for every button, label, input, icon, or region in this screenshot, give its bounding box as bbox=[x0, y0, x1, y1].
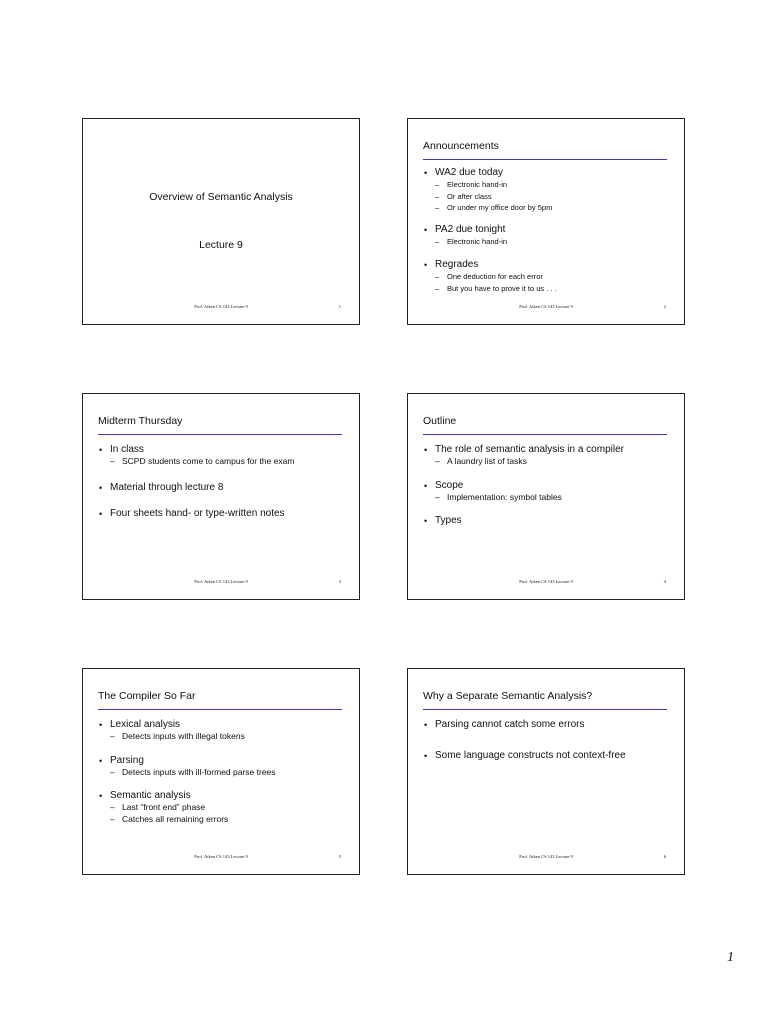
slide-heading: Outline bbox=[423, 415, 457, 427]
bullet-item: • PA2 due tonight bbox=[424, 223, 506, 235]
sub-item: – Electronic hand-in bbox=[435, 236, 508, 246]
footer-credit: Prof. Aiken CS 143 Lecture 9 bbox=[194, 579, 248, 584]
slide-footer bbox=[83, 578, 359, 586]
slide-number: 6 bbox=[663, 854, 666, 859]
footer-credit: Prof. Aiken CS 143 Lecture 9 bbox=[519, 304, 573, 309]
bullet-item: • Lexical analysis bbox=[99, 719, 181, 730]
bullet-item: • Material through lecture 8 bbox=[99, 481, 224, 493]
sub-item: – Detects inputs with illegal tokens bbox=[110, 731, 245, 741]
sub-item: – Or under my office door by 5pm bbox=[435, 203, 553, 212]
slide-number: 3 bbox=[338, 579, 341, 584]
bullet-item: • Four sheets hand- or type-written notes bbox=[99, 507, 285, 519]
bullet-item: • Regrades bbox=[424, 259, 479, 270]
slide-heading: Announcements bbox=[423, 140, 499, 152]
slide-number: 2 bbox=[663, 304, 666, 309]
bullet-item: • Semantic analysis bbox=[99, 790, 191, 801]
slide-footer bbox=[408, 578, 684, 586]
slide-1 bbox=[82, 118, 360, 325]
slide-3 bbox=[82, 393, 360, 600]
sub-item: – Last “front end” phase bbox=[110, 802, 206, 812]
sub-item: – Implementation: symbol tables bbox=[435, 491, 562, 502]
bullet-item: • Types bbox=[424, 515, 462, 526]
slide-heading: The Compiler So Far bbox=[98, 690, 196, 702]
page-number: 1 bbox=[727, 950, 734, 965]
heading-rule bbox=[98, 434, 342, 435]
sub-item: – Electronic hand-in bbox=[435, 180, 508, 189]
slide-footer bbox=[83, 303, 359, 311]
slide-number: 4 bbox=[663, 579, 666, 584]
slide-title: Overview of Semantic Analysis bbox=[149, 191, 293, 203]
sub-item: – Catches all remaining errors bbox=[110, 813, 229, 824]
slide-6 bbox=[407, 668, 685, 875]
slide-content bbox=[423, 444, 672, 527]
heading-rule bbox=[423, 434, 667, 435]
slide-footer bbox=[83, 853, 359, 861]
slide-footer bbox=[408, 303, 684, 311]
bullet-item: • Scope bbox=[424, 479, 464, 491]
sub-item: – Detects inputs with ill-formed parse trees bbox=[110, 766, 276, 777]
slide-heading: Midterm Thursday bbox=[98, 415, 183, 427]
slide-5 bbox=[82, 668, 360, 875]
sub-item: – Or after class bbox=[435, 191, 492, 201]
heading-rule bbox=[98, 709, 342, 710]
slide-content bbox=[423, 167, 672, 294]
slide-subtitle: Lecture 9 bbox=[199, 239, 243, 251]
slide-content bbox=[423, 719, 672, 762]
footer-credit: Prof. Aiken CS 143 Lecture 9 bbox=[519, 579, 573, 584]
slide-content bbox=[98, 719, 347, 825]
footer-credit: Prof. Aiken CS 143 Lecture 9 bbox=[194, 854, 248, 859]
bullet-item: • Parsing bbox=[99, 754, 144, 766]
slide-number: 1 bbox=[338, 304, 341, 309]
heading-rule bbox=[423, 159, 667, 160]
footer-credit: Prof. Aiken CS 143 Lecture 9 bbox=[194, 304, 248, 309]
bullet-item: • In class bbox=[99, 444, 144, 455]
slide-footer bbox=[408, 853, 684, 861]
sub-item: – A laundry list of tasks bbox=[435, 456, 527, 466]
sub-item: – But you have to prove it to us . . . bbox=[435, 283, 557, 293]
bullet-item: • Some language constructs not context-free bbox=[424, 750, 626, 761]
bullet-item: • The role of semantic analysis in a compiler bbox=[424, 444, 624, 455]
heading-rule bbox=[423, 709, 667, 710]
bullet-item: • WA2 due today bbox=[424, 167, 504, 178]
sub-item: – SCPD students come to campus for the exam bbox=[110, 456, 295, 466]
slide-2 bbox=[407, 118, 685, 325]
slide-heading: Why a Separate Semantic Analysis? bbox=[423, 690, 593, 702]
slide-4 bbox=[407, 393, 685, 600]
bullet-item: • Parsing cannot catch some errors bbox=[424, 719, 585, 730]
sub-item: – One deduction for each error bbox=[435, 272, 543, 281]
slide-number: 5 bbox=[338, 854, 341, 859]
slide-content bbox=[98, 444, 347, 520]
footer-credit: Prof. Aiken CS 143 Lecture 9 bbox=[519, 854, 573, 859]
